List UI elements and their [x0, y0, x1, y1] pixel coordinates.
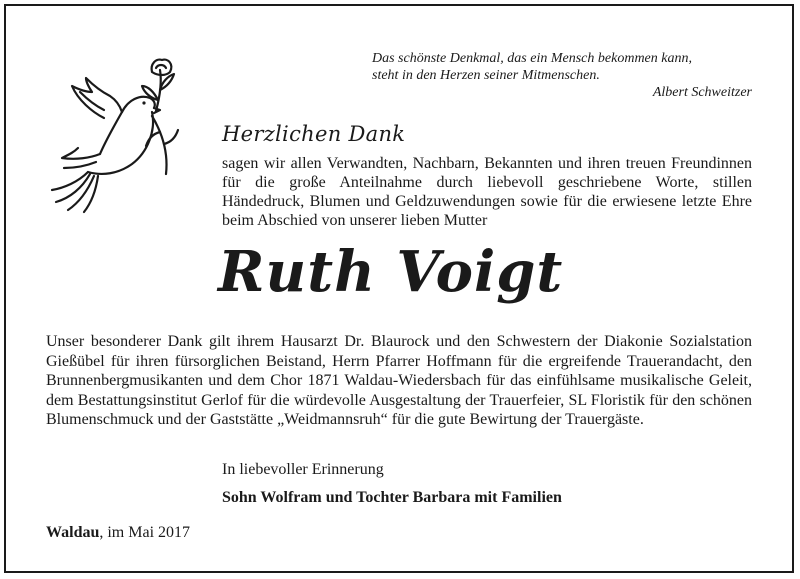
memory-line: In liebevoller Erinnerung: [222, 461, 384, 478]
thanks-paragraph: sagen wir allen Verwandten, Nachbarn, Bekannten und ihren treuen Freundinnen für die große Anteilnahme durch liebevoll geschriebene Worte, stillen Händedruck, Blumen und Geldzuwendungen sowie für die erwiesene letzte Ehre beim Abschied von unserer lieben Mutter: [222, 155, 752, 229]
place-name: Waldau: [46, 524, 100, 541]
quote-line-1: Das schönste Denkmal, das ein Mensch bekommen kann,: [372, 51, 692, 66]
special-thanks-paragraph: Unser besonderer Dank gilt ihrem Hausarzt Dr. Blaurock und den Schwestern der Diakonie Sozialstation Gießübel für ihren fürsorglichen Beistand, Herrn Pfarrer Hoffmann für die ergreifende Trauerandacht, den Brunnenbergmusikanten und dem Chor 1871 Waldau-Wiedersbach für das einfühlsame musikalische Geleit, dem Bestattungsinstitut Gerlof für die würdevolle Ausgestaltung der Trauerfeier, SL Floristik für den schönen Blumenschmuck und der Gaststätte „Weidmannsruh“ für die gute Bewirtung der Trauergäste.: [46, 333, 752, 428]
family-signature: Sohn Wolfram und Tochter Barbara mit Familien: [222, 489, 562, 506]
deceased-name: Ruth Voigt: [218, 239, 564, 305]
place-date-line: [46, 524, 190, 542]
dove-with-rose-icon: [44, 56, 194, 216]
date-text: , im Mai 2017: [99, 524, 191, 541]
epigraph-quote: [372, 50, 752, 101]
quote-line-2: steht in den Herzen seiner Mitmenschen.: [372, 68, 600, 83]
thanks-heading: Herzlichen Dank: [222, 122, 406, 146]
quote-author: Albert Schweitzer: [652, 85, 752, 100]
